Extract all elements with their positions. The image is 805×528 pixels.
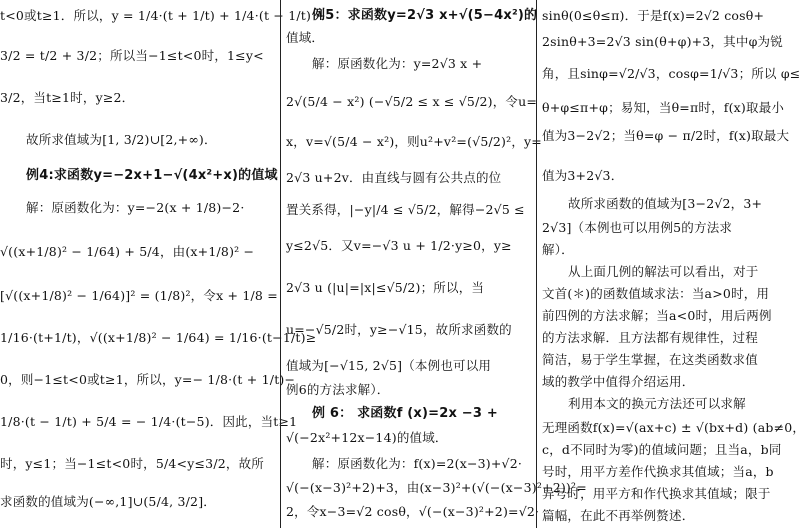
example-heading: 例5：求函数y=2√3 x+√(5−4x²)的: [312, 8, 538, 23]
text-line: x，v=√(5/4 − x²)，则u²+v²=(√5/2)²，y=: [286, 134, 542, 149]
text-line: 解：原函数化为：f(x)=2(x−3)+√2·: [312, 456, 523, 471]
text-line: 2√3]（本例也可以用例5的方法求: [542, 220, 733, 235]
text-line: 值域．: [286, 30, 325, 45]
text-line: 号时，用平方差作代换求其值域；当a，b: [542, 464, 774, 479]
column-divider-2: [536, 0, 537, 528]
column-left: [0, 0, 326, 528]
example-heading: 例4:求函数y=−2x+1−√(4x²+x)的值域: [26, 168, 278, 183]
text-line: 2√(5/4 − x²) (−√5/2 ≤ x ≤ √5/2)，令u=: [286, 94, 538, 109]
text-line: 1/16·(t+1/t)，√((x+1/8)² − 1/64) = 1/16·(t−1/t)≥: [0, 330, 317, 345]
text-line: √(−2x²+12x−14)的值域．: [286, 430, 448, 445]
text-line: √((x+1/8)² − 1/64) + 5/4，由(x+1/8)² −: [0, 244, 255, 259]
text-line: √(−(x−3)²+2)+3，由(x−3)²+(√(−(x−3)²+2))²=: [286, 480, 587, 495]
text-line: 2，令x−3=√2 cosθ，√(−(x−3)²+2)=√2·: [286, 504, 540, 519]
text-line: 值为3−2√2；当θ=φ − π/2时，f(x)取最大: [542, 128, 790, 143]
column-divider-1: [280, 0, 281, 528]
text-line: 解：原函数化为：y=−2(x + 1/8)−2·: [26, 200, 245, 215]
text-line: 例6的方法求解）．: [286, 382, 390, 397]
text-line: 2√3 u (|u|=|x|≤√5/2)；所以，当: [286, 280, 485, 295]
text-line: θ+φ≤π+φ；易知，当θ=π时，f(x)取最小: [542, 100, 785, 115]
text-line: 异号时，用平方和作代换求其值域；限于: [542, 486, 771, 501]
text-line: 2sinθ+3=2√3 sin(θ+φ)+3，其中φ为锐: [542, 34, 783, 49]
text-line: 3/2 = t/2 + 3/2；所以当−1≤t<0时，1≤y<: [0, 48, 264, 63]
text-line: 0，则−1≤t<0或t≥1，所以，y=− 1/8·(t + 1/t)−: [0, 372, 296, 387]
text-line: 篇幅，在此不再举例赘述．: [542, 508, 695, 523]
text-line: u=−√5/2时，y≥−√15，故所求函数的: [286, 322, 512, 337]
text-line: 故所求函数的值域为[3−2√2，3+: [568, 196, 763, 211]
text-line: 时，y≤1；当−1≤t<0时，5/4<y≤3/2，故所: [0, 456, 264, 471]
text-line: 无理函数f(x)=√(ax+c) ± √(bx+d) (ab≠0，: [542, 420, 805, 435]
text-line: c，d不同时为零)的值域问题；且当a，b同: [542, 442, 782, 457]
text-line: 文首(＊)的函数值域求法：当a>0时，用: [542, 286, 770, 301]
text-line: 3/2，当t≥1时，y≥2．: [0, 90, 135, 105]
text-line: 从上面几例的解法可以看出，对于: [568, 264, 759, 279]
text-line: 的方法求解．且方法都有规律性，过程: [542, 330, 758, 345]
text-line: sinθ(0≤θ≤π)．于是f(x)=2√2 cosθ+: [542, 8, 765, 23]
text-line: 域的教学中值得介绍运用．: [542, 374, 695, 389]
text-line: 求函数的值域为(−∞,1]∪(5/4, 3/2]．: [0, 494, 216, 509]
column-right: [542, 0, 805, 528]
text-line: 利用本文的换元方法还可以求解: [568, 396, 746, 411]
text-line: 解）．: [542, 242, 574, 257]
text-line: 1/8·(t − 1/t) + 5/4 = − 1/4·(t−5)．因此，当t≥1: [0, 414, 298, 429]
text-line: 简洁，易于学生掌握，在这类函数求值: [542, 352, 758, 367]
text-line: 解：原函数化为：y=2√3 x +: [312, 56, 483, 71]
text-line: 置关系得，|−y|/4 ≤ √5/2，解得−2√5 ≤: [286, 202, 525, 217]
text-line: [√((x+1/8)² − 1/64)]² = (1/8)²，令x + 1/8 =: [0, 288, 278, 303]
text-line: 故所求值域为[1, 3/2)∪[2,+∞)．: [26, 132, 217, 147]
text-line: 2√3 u+2v．由直线与圆有公共点的位: [286, 170, 502, 185]
text-line: 值为3+2√3．: [542, 168, 624, 183]
text-line: 角，且sinφ=√2/√3，cosφ=1/√3；所以 φ≤: [542, 66, 801, 81]
example-heading: 例 6： 求函数f (x)=2x −3 +: [312, 406, 498, 421]
text-line: 前四例的方法求解；当a<0时，用后两例: [542, 308, 772, 323]
text-line: 值域为[−√15, 2√5]（本例也可以用: [286, 358, 492, 373]
text-line: t<0或t≥1．所以，y = 1/4·(t + 1/t) + 1/4·(t − 1/t) +: [0, 8, 326, 23]
text-line: y≤2√5．又v=−√3 u + 1/2·y≥0，y≥: [286, 238, 512, 253]
